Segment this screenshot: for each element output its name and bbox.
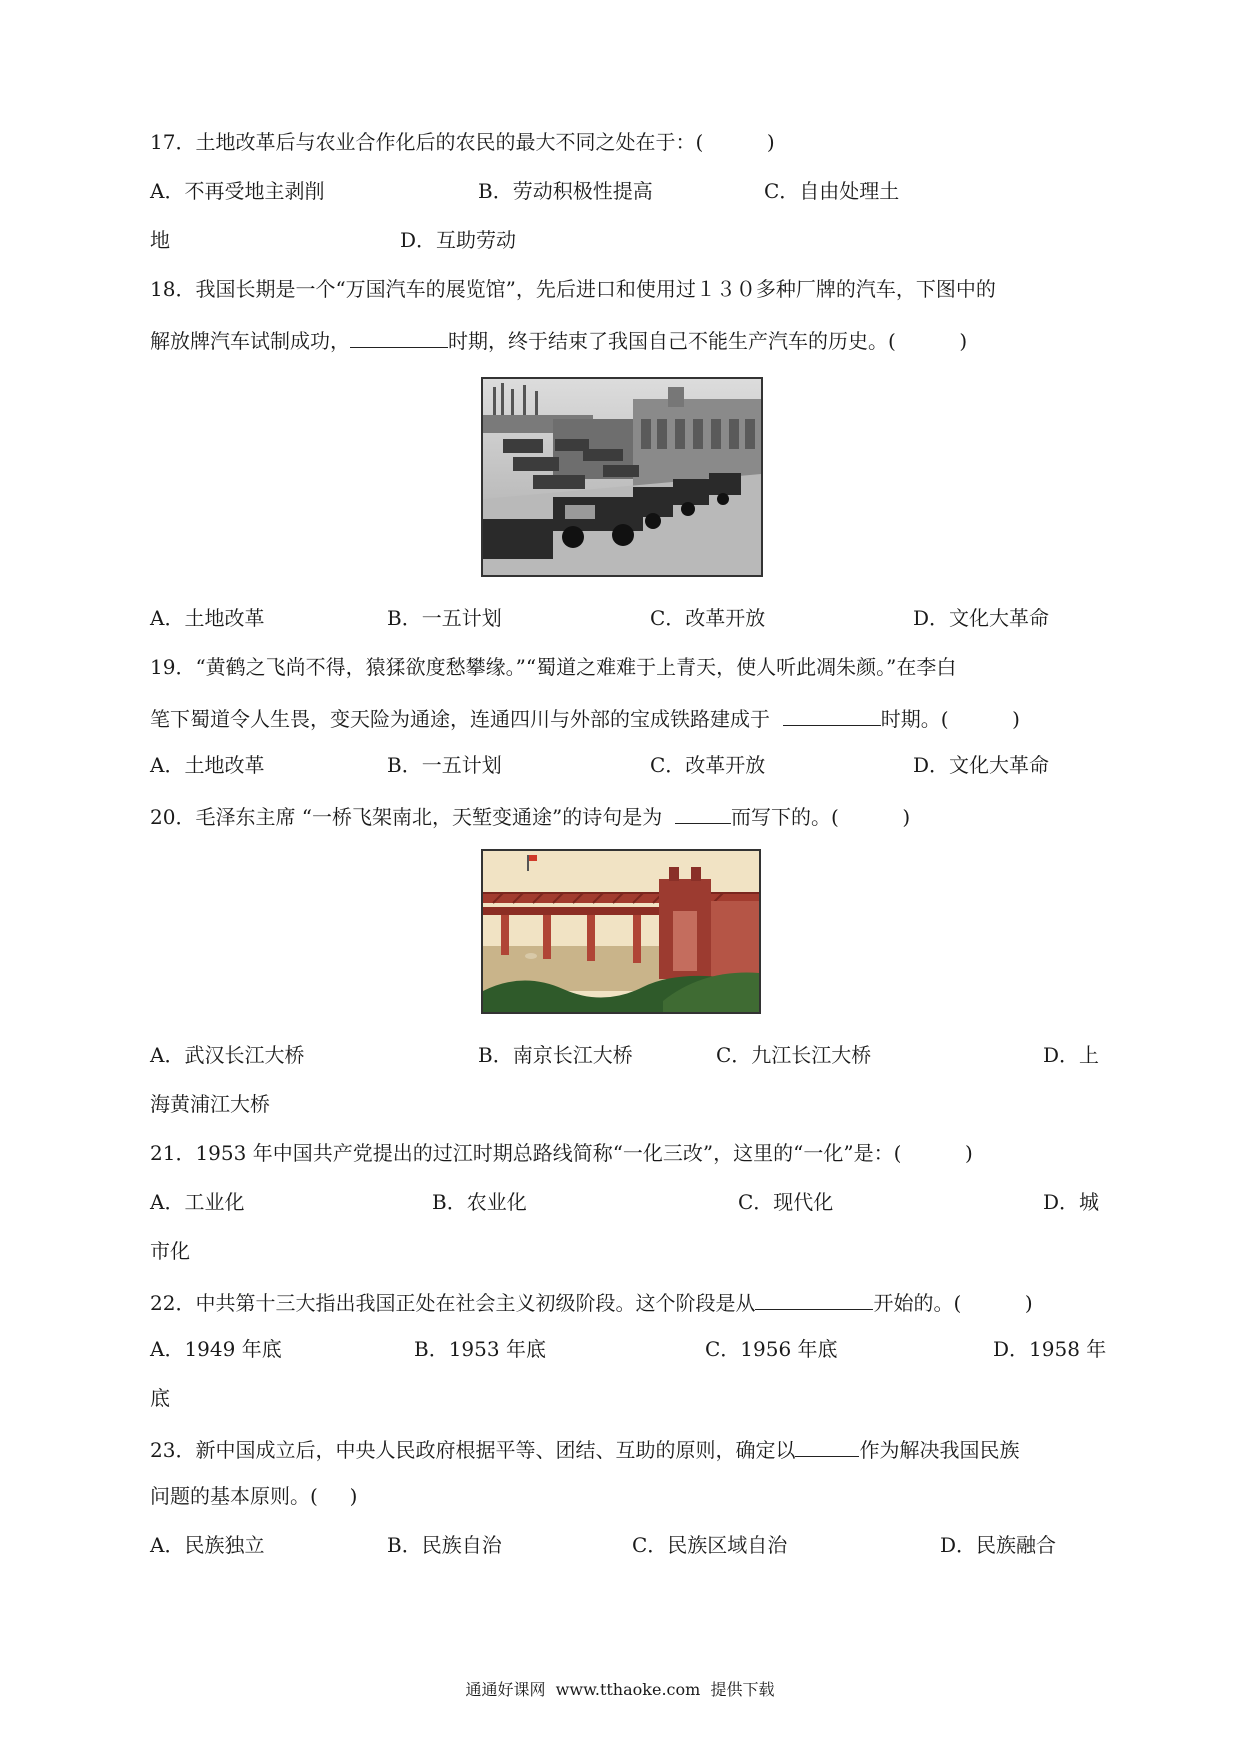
q22-option-a: A．1949 年底 (150, 1337, 282, 1361)
q20-option-d: D．上 (1043, 1043, 1100, 1067)
q17-option-c: C．自由处理土 (764, 179, 900, 203)
q22-option-d-wrap: 底 (150, 1386, 170, 1410)
bridge-painting (481, 849, 761, 1014)
q22-option-c: C．1956 年底 (705, 1337, 838, 1361)
q19-option-a: A．土地改革 (150, 753, 265, 777)
q22-option-b: B．1953 年底 (414, 1337, 546, 1361)
q22-stem (150, 1287, 1033, 1313)
q17-stem: 17．土地改革后与农业合作化后的农民的最大不同之处在于：( ) (150, 130, 775, 154)
q20-blank (675, 801, 731, 824)
q23-stem-line1 (150, 1434, 1019, 1460)
q20-stem-pre: 20．毛泽东主席 “一桥飞架南北，天堑变通途”的诗句是为 (150, 805, 663, 829)
q23-option-b: B．民族自治 (387, 1533, 502, 1557)
q20-option-d-wrap: 海黄浦江大桥 (150, 1092, 270, 1116)
q19-stem-line1: 19．“黄鹤之飞尚不得，猿猱欲度愁攀缘。”“蜀道之难难于上青天，使人听此凋朱颜。”在李白 (150, 655, 957, 679)
q19-option-d: D．文化大革命 (913, 753, 1050, 777)
q19-option-c: C．改革开放 (650, 753, 766, 777)
q19-stem-line2 (150, 703, 1020, 729)
q23-stem-post: 作为解决我国民族 (859, 1438, 1020, 1462)
q19-blank (783, 703, 881, 726)
q20-stem-post: 而写下的。( ) (730, 805, 911, 829)
q22-blank (755, 1287, 873, 1310)
q18-option-a: A．土地改革 (150, 606, 265, 630)
q23-blank (795, 1434, 859, 1457)
q19-stem-post: 时期。( ) (880, 707, 1020, 731)
truck-factory-photo (481, 377, 763, 577)
q17-option-d: D．互助劳动 (400, 228, 517, 252)
q18-blank (350, 325, 448, 348)
q18-option-d: D．文化大革命 (913, 606, 1050, 630)
page-footer: 通通好课网 www.tthaoke.com 提供下载 (465, 1680, 775, 1699)
q18-stem-post: 时期，终于结束了我国自己不能生产汽车的历史。( ) (448, 329, 968, 353)
q20-stem (150, 801, 910, 827)
q20-option-a: A．武汉长江大桥 (150, 1043, 305, 1067)
q18-option-b: B．一五计划 (387, 606, 502, 630)
q23-option-a: A．民族独立 (150, 1533, 265, 1557)
q23-stem-pre: 23．新中国成立后，中央人民政府根据平等、团结、互助的原则，确定以 (150, 1438, 796, 1462)
q22-option-d: D．1958 年 (993, 1337, 1107, 1361)
q17-option-c-wrap: 地 (150, 228, 170, 252)
q18-stem-pre: 解放牌汽车试制成功， (150, 329, 350, 353)
q20-option-b: B．南京长江大桥 (478, 1043, 633, 1067)
q23-option-d: D．民族融合 (940, 1533, 1057, 1557)
q21-option-c: C．现代化 (738, 1190, 834, 1214)
q21-option-b: B．农业化 (432, 1190, 527, 1214)
q21-stem: 21．1953 年中国共产党提出的过江时期总路线简称“一化三改”，这里的“一化”是：( ) (150, 1141, 973, 1165)
q20-option-c: C．九江长江大桥 (716, 1043, 872, 1067)
q18-option-c: C．改革开放 (650, 606, 766, 630)
q19-stem-pre: 笔下蜀道令人生畏，变天险为通途，连通四川与外部的宝成铁路建成于 (150, 707, 770, 731)
q23-option-c: C．民族区域自治 (632, 1533, 788, 1557)
q21-option-d: D．城 (1043, 1190, 1100, 1214)
q17-option-b: B．劳动积极性提高 (478, 179, 653, 203)
q22-stem-pre: 22．中共第十三大指出我国正处在社会主义初级阶段。这个阶段是从 (150, 1291, 756, 1315)
q18-stem-line1: 18．我国长期是一个“万国汽车的展览馆”，先后进口和使用过１３０多种厂牌的汽车，下图中的 (150, 277, 996, 301)
q21-option-d-wrap: 市化 (150, 1239, 190, 1263)
q21-option-a: A．工业化 (150, 1190, 245, 1214)
q22-stem-post: 开始的。( ) (873, 1291, 1033, 1315)
q17-option-a: A．不再受地主剥削 (150, 179, 325, 203)
q18-stem-line2 (150, 325, 967, 351)
q23-stem-line2: 问题的基本原则。( ) (150, 1484, 358, 1508)
q19-option-b: B．一五计划 (387, 753, 502, 777)
